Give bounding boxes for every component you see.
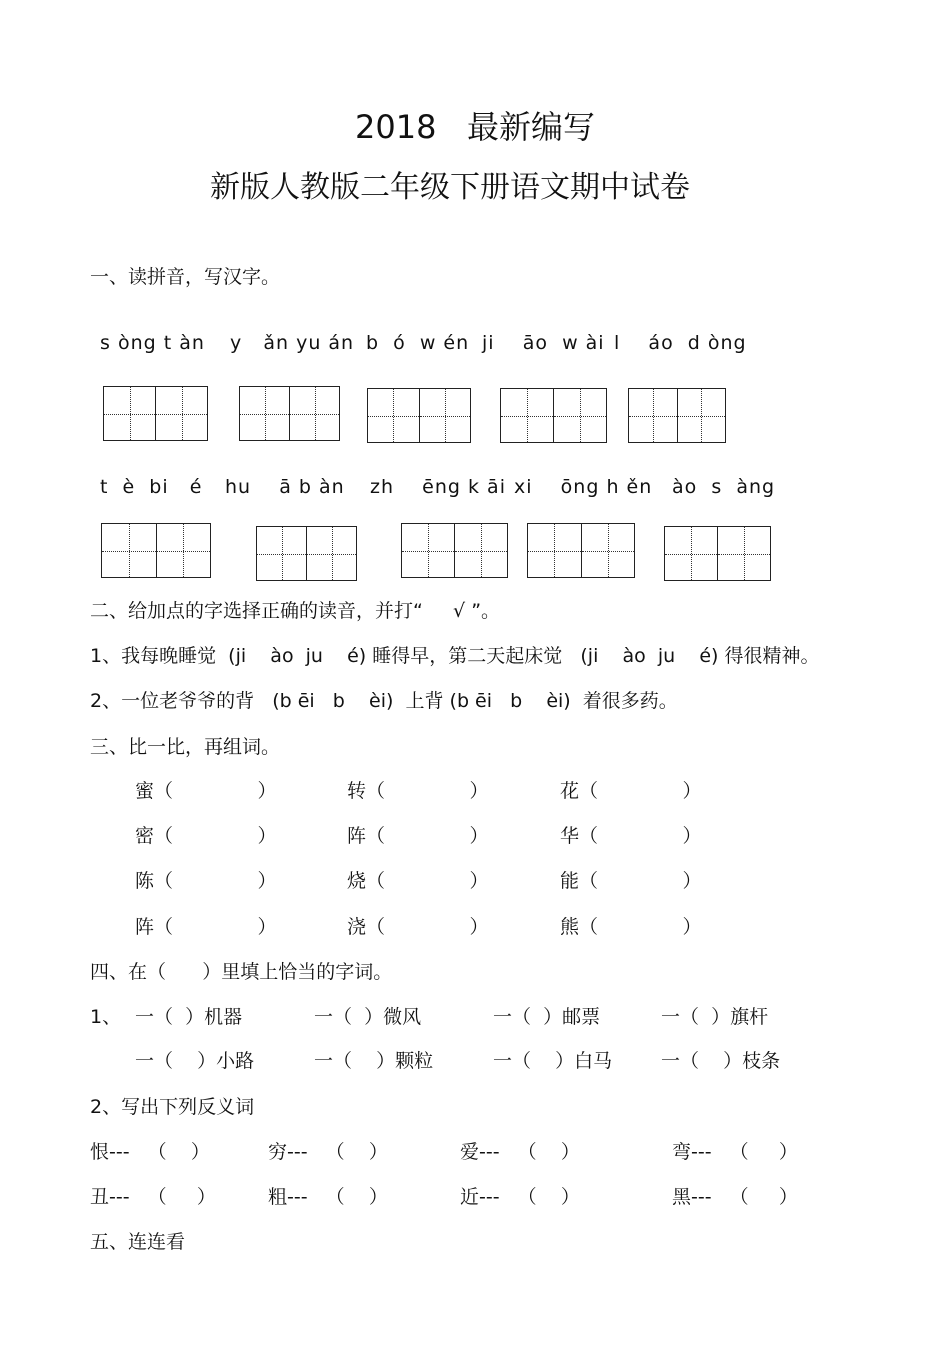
antonym-blank[interactable]: 爱--- （ ） <box>460 1141 580 1163</box>
section-5-heading: 五、连连看 <box>90 1231 186 1253</box>
writing-grid-2-4[interactable] <box>527 523 635 578</box>
writing-grid-1-4[interactable] <box>500 388 607 443</box>
q2-item-2: 2、一位老爷爷的背 (b ēi b èi) 上背 (b ēi b èi) 着很多药。 <box>90 690 678 712</box>
q3-blank[interactable]: 密（ ） <box>135 825 277 847</box>
q4-blank[interactable]: 一（ ）小路 <box>135 1050 255 1072</box>
q4-blank[interactable]: 一（ ）微风 <box>314 1006 422 1028</box>
q4-blank[interactable]: 一（ ）颗粒 <box>314 1050 434 1072</box>
q4-blank[interactable]: 一（ ）机器 <box>135 1006 243 1028</box>
q4-blank[interactable]: 一（ ）邮票 <box>493 1006 601 1028</box>
section-1-heading: 一、读拼音，写汉字。 <box>90 266 281 288</box>
q3-blank[interactable]: 蜜（ ） <box>135 780 277 802</box>
q4-item-1-label: 1、 <box>90 1006 122 1028</box>
section-2-heading: 二、给加点的字选择正确的读音，并打“ √ ”。 <box>90 600 501 622</box>
antonym-blank[interactable]: 恨--- （ ） <box>90 1141 210 1163</box>
pinyin-1-1: s òng t àn <box>100 332 205 354</box>
pinyin-2-5: ào s àng <box>672 476 776 498</box>
page-title: 2018 最新编写 <box>355 108 595 146</box>
writing-grid-2-2[interactable] <box>256 526 357 581</box>
antonym-blank[interactable]: 近--- （ ） <box>460 1186 580 1208</box>
pinyin-1-5: l áo d òng <box>614 332 747 354</box>
q3-blank[interactable]: 转（ ） <box>347 780 489 802</box>
antonym-blank[interactable]: 粗--- （ ） <box>268 1186 388 1208</box>
antonym-blank[interactable]: 黑--- （ ） <box>672 1186 798 1208</box>
writing-grid-2-5[interactable] <box>664 526 771 581</box>
pinyin-1-3: b ó w én <box>366 332 470 354</box>
q2-item-1: 1、我每晚睡觉 (ji ào ju é) 睡得早，第二天起床觉 (ji ào ju é) 得很精神。 <box>90 645 820 667</box>
q3-blank[interactable]: 阵（ ） <box>135 916 277 938</box>
pinyin-1-4: ji āo w ài <box>482 332 605 354</box>
q3-blank[interactable]: 烧（ ） <box>347 870 489 892</box>
writing-grid-2-1[interactable] <box>101 523 211 578</box>
q3-blank[interactable]: 陈（ ） <box>135 870 277 892</box>
writing-grid-1-5[interactable] <box>628 388 726 443</box>
q4-blank[interactable]: 一（ ）枝条 <box>661 1050 781 1072</box>
writing-grid-1-2[interactable] <box>239 386 340 441</box>
section-4-heading: 四、在（ ）里填上恰当的字词。 <box>90 961 393 983</box>
q3-blank[interactable]: 浇（ ） <box>347 916 489 938</box>
antonym-blank[interactable]: 穷--- （ ） <box>268 1141 388 1163</box>
q3-blank[interactable]: 熊（ ） <box>560 916 702 938</box>
antonym-blank[interactable]: 弯--- （ ） <box>672 1141 798 1163</box>
pinyin-2-3: zh ēng k āi <box>370 476 506 498</box>
writing-grid-1-1[interactable] <box>103 386 208 441</box>
q3-blank[interactable]: 能（ ） <box>560 870 702 892</box>
q3-blank[interactable]: 阵（ ） <box>347 825 489 847</box>
page-subtitle: 新版人教版二年级下册语文期中试卷 <box>210 170 690 205</box>
writing-grid-2-3[interactable] <box>401 523 508 578</box>
pinyin-2-2: hu ā b àn <box>225 476 345 498</box>
q4-blank[interactable]: 一（ ）白马 <box>493 1050 613 1072</box>
pinyin-2-4: xi ōng h ěn <box>514 476 653 498</box>
writing-grid-1-3[interactable] <box>367 388 471 443</box>
q4-sub-2-heading: 2、写出下列反义词 <box>90 1096 255 1118</box>
q4-blank[interactable]: 一（ ）旗杆 <box>661 1006 769 1028</box>
q3-blank[interactable]: 花（ ） <box>560 780 702 802</box>
q3-blank[interactable]: 华（ ） <box>560 825 702 847</box>
pinyin-2-1: t è bi é <box>100 476 203 498</box>
section-3-heading: 三、比一比，再组词。 <box>90 736 281 758</box>
antonym-blank[interactable]: 丑--- （ ） <box>90 1186 216 1208</box>
pinyin-1-2: y ǎn yu án <box>230 332 355 354</box>
